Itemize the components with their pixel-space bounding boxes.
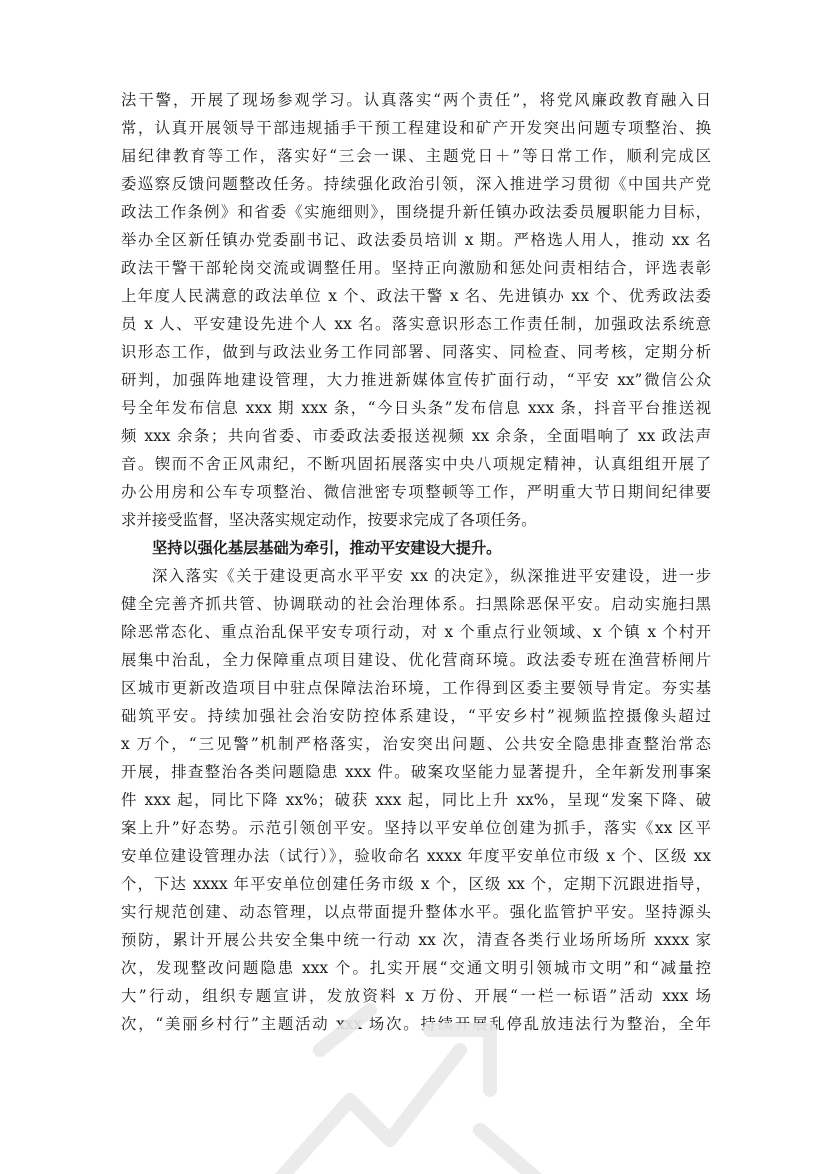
text-line: 实行规范创建、动态管理，以点带面提升整体水平。强化监管护平安。坚持源头 [121,903,711,921]
text-line: 预防，累计开展公共安全集中统一行动 xx 次，清查各类行业场所场所 xxxx 家 [121,931,711,949]
section-heading: 坚持以强化基层基础为牵引，推动平安建设大提升。 [152,539,502,557]
text-line: 号全年发布信息 xxx 期 xxx 条，“今日头条”发布信息 xxx 条，抖音平台推送视 [121,399,711,417]
text-line: 个，下达 xxxx 年平安单位创建任务市级 x 个，区级 xx 个，定期下沉跟进指导， [121,875,711,893]
text-line: 办公用房和公车专项整治、微信泄密专项整顿等工作，严明重大节日期间纪律要 [121,483,711,501]
text-line: 政法工作条例》和省委《实施细则》，围绕提升新任镇办政法委员履职能力目标， [121,203,711,221]
text-line: 开展，排查整治各类问题隐患 xxx 件。破案攻坚能力显著提升，全年新发刑事案 [121,763,711,781]
text-line: 识形态工作，做到与政法业务工作同部署、同落实、同检查、同考核，定期分析 [121,343,711,361]
text-line: x 万个，“三见警”机制严格落实，治安突出问题、公共安全隐患排查整治常态 [121,735,711,753]
text-line: 础筑平安。持续加强社会治安防控体系建设，“平安乡村”视频监控摄像头超过 [121,707,711,725]
paragraph-2 [121,562,711,1038]
text-line: 件 xxx 起，同比下降 xx%；破获 xxx 起，同比上升 xx%，呈现“发案下降、破 [121,791,711,809]
text-line: 大”行动，组织专题宣讲，发放资料 x 万份、开展“一栏一标语”活动 xxx 场 [121,987,711,1005]
text-line: 音。锲而不舍正风肃纪，不断巩固拓展落实中央八项规定精神，认真组组开展了 [121,455,711,473]
text-line: 员 x 人、平安建设先进个人 xx 名。落实意识形态工作责任制，加强政法系统意 [121,315,711,333]
text-line: 安单位建设管理办法（试行）》，验收命名 xxxx 年度平安单位市级 x 个、区级 xx [121,847,711,865]
text-line: 区城市更新改造项目中驻点保障法治环境，工作得到区委主要领导肯定。夯实基 [121,679,711,697]
text-line: 举办全区新任镇办党委副书记、政法委员培训 x 期。严格选人用人，推动 xx 名 [121,231,711,249]
text-line: 深入落实《关于建设更高水平平安 xx 的决定》，纵深推进平安建设，进一步 [152,567,711,585]
text-line: 法干警，开展了现场参观学习。认真落实“两个责任”，将党风廉政教育融入日 [121,91,711,109]
text-line: 届纪律教育等工作，落实好“三会一课、主题党日＋”等日常工作，顺利完成区 [121,147,711,165]
text-line: 健全完善齐抓共管、协调联动的社会治理体系。扫黑除恶保平安。启动实施扫黑 [121,595,711,613]
document-body [121,86,711,1038]
text-line: 求并接受监督，坚决落实规定动作，按要求完成了各项任务。 [121,511,537,529]
paragraph-1 [121,86,711,534]
text-line: 除恶常态化、重点治乱保平安专项行动，对 x 个重点行业领域、x 个镇 x 个村开 [121,623,711,641]
text-line: 案上升”好态势。示范引领创平安。坚持以平安单位创建为抓手，落实《xx 区平 [121,819,711,837]
text-line: 次，发现整改问题隐患 xxx 个。扎实开展“交通文明引领城市文明”和“减量控 [121,959,711,977]
text-line: 委巡察反馈问题整改任务。持续强化政治引领，深入推进学习贯彻《中国共产党 [121,175,711,193]
text-line: 政法干警干部轮岗交流或调整任用。坚持正向激励和惩处问责相结合，评选表彰 [121,259,711,277]
text-line: 次，“美丽乡村行”主题活动 xxx 场次。持续开展乱停乱放违法行为整治，全年 [121,1015,711,1033]
text-line: 研判，加强阵地建设管理，大力推进新媒体宣传扩面行动，“平安 xx”微信公众 [121,371,711,389]
text-line: 上年度人民满意的政法单位 x 个、政法干警 x 名、先进镇办 xx 个、优秀政法委 [121,287,711,305]
text-line: 常，认真开展领导干部违规插手干预工程建设和矿产开发突出问题专项整治、换 [121,119,711,137]
text-line: 展集中治乱，全力保障重点项目建设、优化营商环境。政法委专班在渔营桥闸片 [121,651,711,669]
text-line: 频 xxx 余条；共向省委、市委政法委报送视频 xx 余条，全面唱响了 xx 政法声 [121,427,711,445]
